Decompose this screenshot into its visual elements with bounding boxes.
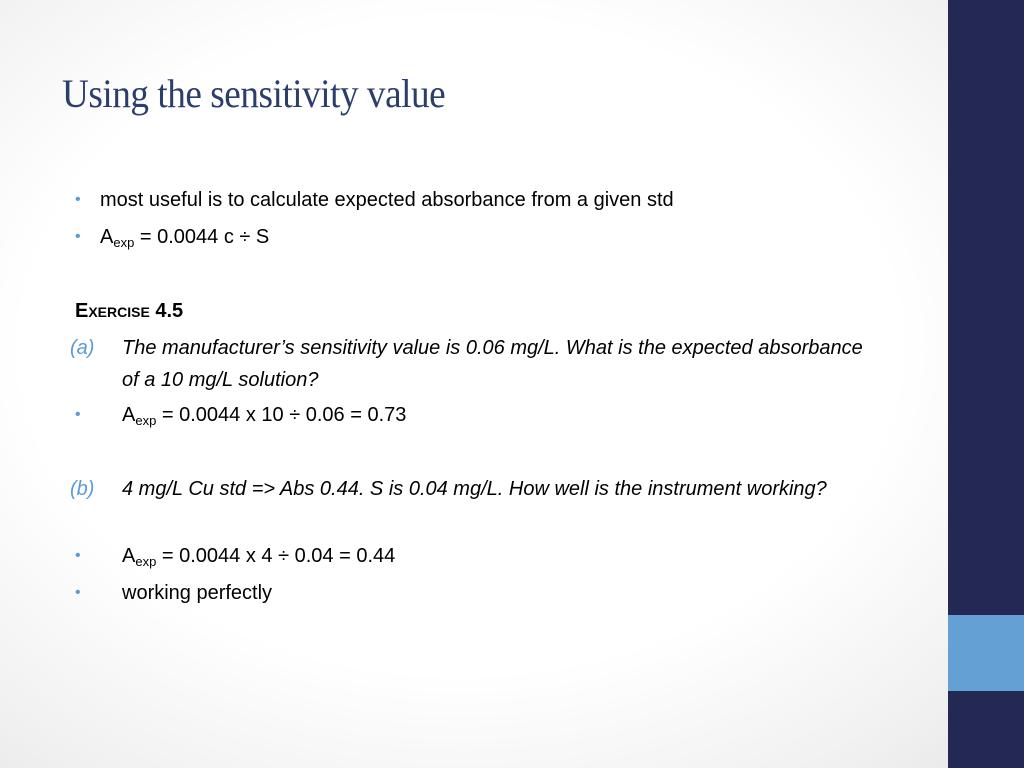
bullet-text: most useful is to calculate expected absorbance from a given std: [100, 189, 674, 211]
bullet-icon: •: [75, 228, 81, 245]
sidebar-accent-block: [948, 615, 1024, 691]
eq-main: A: [122, 404, 136, 426]
part-label-b: (b): [70, 478, 95, 500]
eq-sub: exp: [135, 554, 157, 569]
eq-sub: exp: [113, 235, 135, 250]
exercise-label-first: E: [75, 300, 89, 322]
eq-rest: = 0.0044 c ÷ S: [134, 226, 270, 248]
equation-text: [122, 400, 406, 430]
eq-sub: exp: [135, 413, 157, 428]
exercise-label-rest: xercise: [88, 300, 150, 322]
eq-main: A: [100, 226, 114, 248]
bullet-icon: •: [75, 584, 81, 601]
equation-text: [100, 222, 269, 252]
eq-main: A: [122, 545, 136, 567]
exercise-number: 4.5: [149, 300, 184, 322]
exercise-heading: [75, 296, 183, 326]
answer-text: working perfectly: [122, 582, 273, 604]
bullet-icon: •: [75, 406, 81, 423]
part-label-a: (a): [70, 337, 95, 359]
slide-title: Using the sensitivity value: [62, 71, 446, 116]
question-a: The manufacturer’s sensitivity value is 0.06 mg/L. What is the expected absorbance of a 10 mg/L solution?: [122, 337, 863, 391]
eq-rest: = 0.0044 x 4 ÷ 0.04 = 0.44: [156, 545, 396, 567]
bullet-icon: •: [75, 191, 81, 208]
bullet-icon: •: [75, 547, 81, 564]
equation-text: [122, 541, 395, 571]
eq-rest: = 0.0044 x 10 ÷ 0.06 = 0.73: [156, 404, 407, 426]
question-b: 4 mg/L Cu std => Abs 0.44. S is 0.04 mg/L. How well is the instrument working?: [122, 478, 827, 500]
